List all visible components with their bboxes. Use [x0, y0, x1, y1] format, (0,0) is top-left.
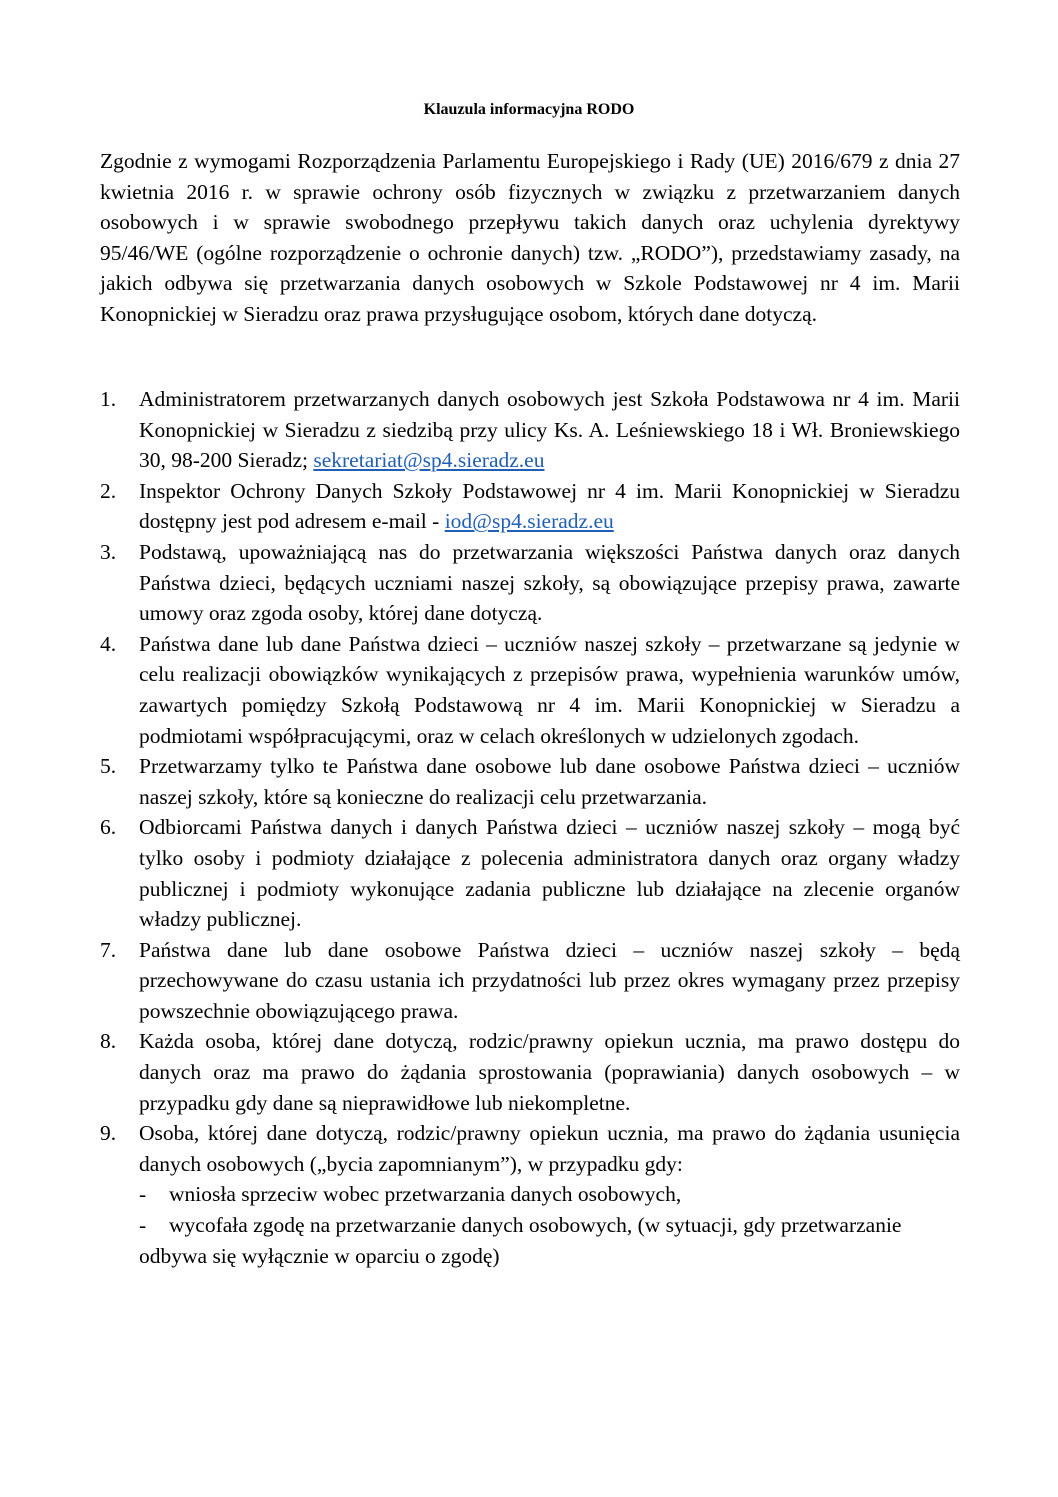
list-item-text: Państwa dane lub dane osobowe Państwa dzieci – uczniów naszej szkoły – będą przechowywane do czasu ustania ich przydatności lub przez okres wymagany przez przepisy powszechnie obowiązującego prawa.: [139, 937, 960, 1023]
list-item-number: 1.: [100, 387, 117, 411]
list-item-number: 6.: [100, 815, 117, 840]
list-item-text: Państwa dane lub dane Państwa dzieci – uczniów naszej szkoły – przetwarzane są jedynie w celu realizacji obowiązków wynikających z przepisów prawa, wypełnienia warunków umów, zawartych pomiędzy Szkołą Podstawową nr 4 im. Marii Konopnickiej w Sieradzu a podmiotami współpracującymi, oraz w celach określonych w udzielonych zgodach.: [139, 631, 960, 748]
list-item-number: 4.: [100, 631, 117, 656]
document-title: Klauzula informacyjna RODO: [423, 101, 635, 118]
list-item-text: Każda osoba, której dane dotyczą, rodzic/prawny opiekun ucznia, ma prawo dostępu do danych oraz ma prawo do żądania sprostowania (poprawiania) danych osobowych – w przypadku gdy dane są nieprawidłowe lub niekompletne.: [139, 1029, 960, 1115]
sublist-item: [139, 1210, 960, 1271]
list-item: [100, 384, 960, 476]
list-item: [100, 629, 960, 751]
list-item: [100, 1026, 960, 1118]
list-item-text: Osoba, której dane dotyczą, rodzic/prawny opiekun ucznia, ma prawo do żądania usunięcia danych osobowych („bycia zapomnianym”), w przypadku gdy:: [139, 1121, 960, 1176]
list-item-number: 3.: [100, 539, 117, 564]
iod-email-link[interactable]: iod@sp4.sieradz.eu: [444, 509, 614, 534]
list-item-text: Podstawą, upoważniającą nas do przetwarzania większości Państwa danych oraz danych Państwa dzieci, będących uczniami naszej szkoły, są obowiązujące przepisy prawa, zawarte umowy oraz zgoda osoby, której dane dotyczą.: [139, 539, 960, 626]
list-item-text: [139, 476, 960, 537]
list-item-body: Administratorem przetwarzanych danych osobowych jest Szkoła Podstawowa nr 4 im. Marii Konopnickiej w Sieradzu z siedzibą przy ulicy Ks. A. Leśniewskiego 18 i Wł. Broniewskiego 30, 98-200 Sieradz;: [139, 387, 960, 473]
list-item-number: 2.: [100, 478, 117, 503]
secretariat-email-link[interactable]: sekretariat@sp4.sieradz.eu: [313, 448, 545, 473]
sublist-item-text: wycofała zgodę na przetwarzanie danych osobowych, (w sytuacji, gdy przetwarzanie odbywa się wyłącznie w oparciu o zgodę): [139, 1213, 902, 1268]
list-item: [100, 1118, 960, 1271]
sublist-item-text: wniosła sprzeciw wobec przetwarzania danych osobowych,: [169, 1182, 682, 1207]
list-item-text: Przetwarzamy tylko te Państwa dane osobowe lub dane osobowe Państwa dzieci – uczniów naszej szkoły, które są konieczne do realizacji celu przetwarzania.: [139, 754, 960, 809]
list-item-number: 9.: [100, 1121, 117, 1146]
list-item-text: Odbiorcami Państwa danych i danych Państwa dzieci – uczniów naszej szkoły – mogą być tylko osoby i podmioty działające z polecenia administratora danych oraz organy władzy publicznej i podmioty wykonujące zadania publiczne lub działające na zlecenie organów władzy publicznej.: [139, 815, 960, 932]
intro-paragraph: Zgodnie z wymogami Rozporządzenia Parlamentu Europejskiego i Rady (UE) 2016/679 z dnia 27 kwietnia 2016 r. w sprawie ochrony osób fizycznych w związku z przetwarzaniem danych osobowych i w sprawie swobodnego przepływu takich danych oraz uchylenia dyrektywy 95/46/WE (ogólne rozporządzenie o ochronie danych) tzw. „RODO”), przedstawiamy zasady, na jakich odbywa się przetwarzania danych osobowych w Szkole Podstawowej nr 4 im. Marii Konopnickiej w Sieradzu oraz prawa przysługujące osobom, których dane dotyczą.: [100, 149, 960, 326]
dash-marker: -: [139, 1182, 147, 1207]
list-item: [100, 935, 960, 1027]
dash-marker: -: [139, 1213, 147, 1238]
list-item: [100, 476, 960, 537]
clause-list: [100, 384, 960, 1271]
sublist-item: [139, 1179, 960, 1210]
list-item-number: 7.: [100, 937, 117, 962]
list-item-text: [139, 384, 960, 476]
list-item-number: 8.: [100, 1029, 117, 1054]
list-item: [100, 751, 960, 812]
list-item-number: 5.: [100, 754, 117, 779]
list-item-body: Inspektor Ochrony Danych Szkoły Podstawowej nr 4 im. Marii Konopnickiej w Sieradzu dostępny jest pod adresem e-mail -: [139, 478, 960, 534]
list-item: [100, 812, 960, 934]
sublist: [139, 1179, 960, 1271]
list-item: [100, 537, 960, 629]
